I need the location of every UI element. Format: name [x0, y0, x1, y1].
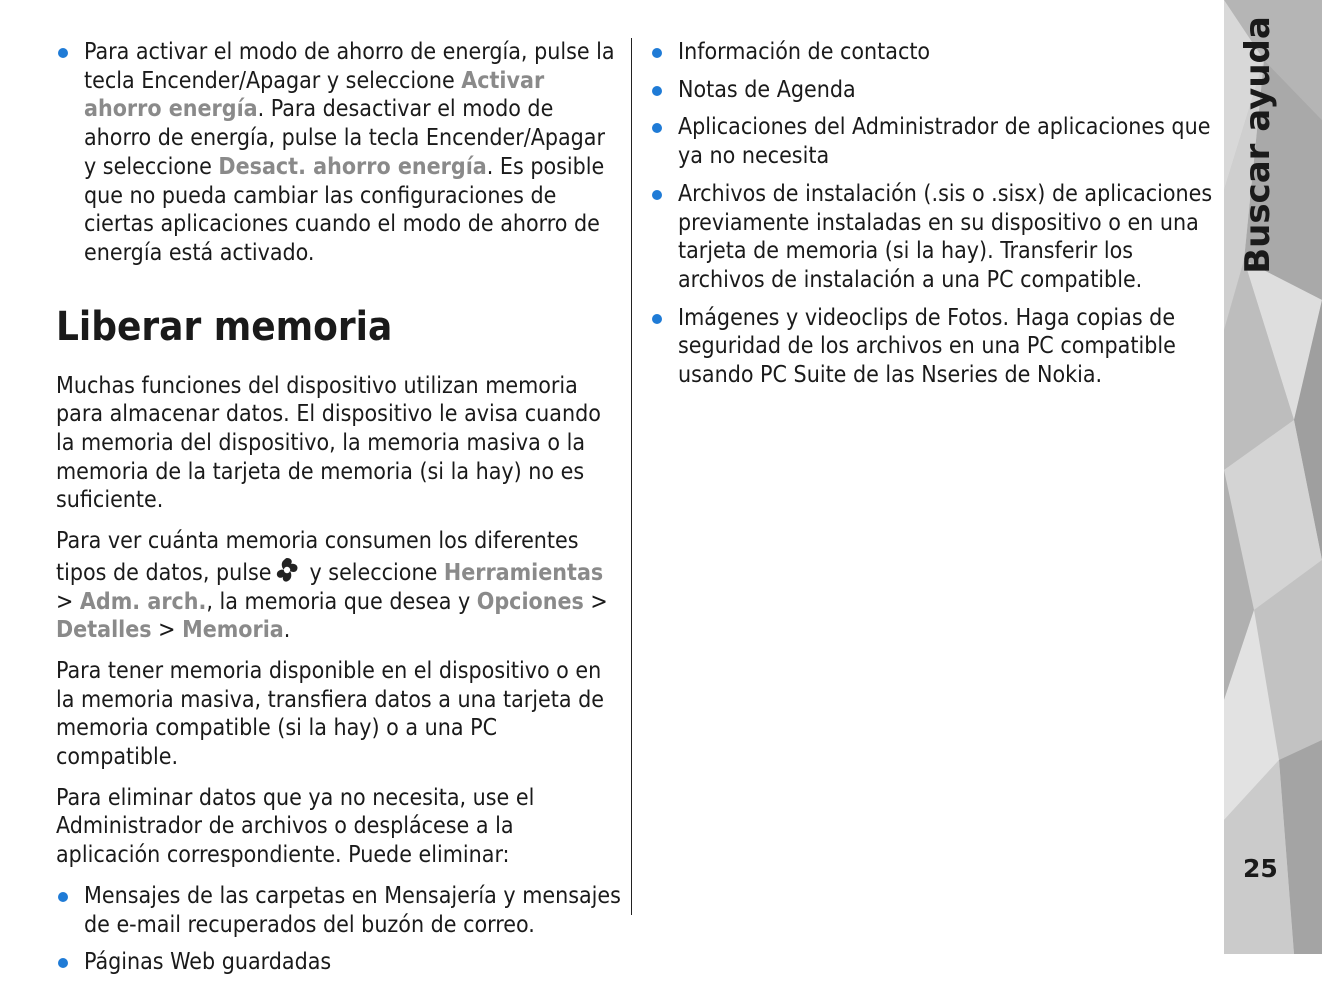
list-item: Información de contacto	[650, 38, 1216, 67]
list-item: Imágenes y videoclips de Fotos. Haga copias de seguridad de los archivos en una PC compatible usando PC Suite de las Nseries de Nokia.	[650, 304, 1216, 390]
page-number: 25	[1243, 854, 1278, 883]
list-item: Notas de Agenda	[650, 76, 1216, 105]
bullet-icon	[58, 48, 68, 58]
paragraph-instructions: Para ver cuánta memoria consumen los diferentes tipos de datos, pulse y seleccione Herramientas > Adm. arch., la memoria que desea y Opciones > Detalles > Memoria.	[56, 528, 608, 644]
menu-item-memoria: Memoria	[182, 617, 284, 644]
section-title: Liberar memoria	[56, 303, 393, 350]
menu-item-desact-ahorro: Desact. ahorro energía	[218, 153, 487, 180]
delete-list-left	[56, 882, 622, 977]
bullet-icon	[652, 123, 662, 133]
bullet-icon	[652, 86, 662, 96]
menu-item-herramientas: Herramientas	[443, 559, 604, 586]
left-column	[56, 38, 622, 986]
list-item: Mensajes de las carpetas en Mensajería y mensajes de e-mail recuperados del buzón de correo.	[56, 882, 622, 939]
paragraph: Para eliminar datos que ya no necesita, use el Administrador de archivos o desplácese a la aplicación correspondiente. Puede eliminar:	[56, 784, 535, 869]
delete-list-right	[650, 38, 1216, 390]
intro-list	[56, 38, 622, 268]
right-column	[650, 38, 1216, 399]
paragraph: Para tener memoria disponible en el dispositivo o en la memoria masiva, transfiera datos a una tarjeta de memoria compatible (si la hay) o a una PC compatible.	[56, 657, 605, 771]
list-item: Archivos de instalación (.sis o .sisx) de aplicaciones previamente instaladas en su dispositivo o en una tarjeta de memoria (si la hay). Transferir los archivos de instalación a una PC compatible.	[650, 180, 1216, 295]
bullet-icon	[58, 958, 68, 968]
paragraph: Muchas funciones del dispositivo utilizan memoria para almacenar datos. El dispositivo le avisa cuando la memoria del dispositivo, la memoria masiva o la memoria de la tarjeta de memoria (si la hay) no es suficiente.	[56, 372, 601, 514]
column-divider	[631, 38, 632, 915]
bullet-icon	[58, 892, 68, 902]
menu-item-adm-arch: Adm. arch.	[79, 588, 207, 615]
chapter-tab-title: Buscar ayuda	[1238, 16, 1279, 274]
menu-item-detalles: Detalles	[56, 617, 152, 644]
list-item: Para activar el modo de ahorro de energía, pulse la tecla Encender/Apagar y seleccione Activar ahorro energía. Para desactivar el modo de ahorro de energía, pulse la tecla Encender/Apagar y seleccione Desact. ahorro energía. Es posible que no pueda cambiar las configuraciones de ciertas aplicaciones cuando el modo de ahorro de energía está activado.	[56, 38, 622, 268]
menu-item-opciones: Opciones	[476, 588, 584, 615]
list-item: Aplicaciones del Administrador de aplicaciones que ya no necesita	[650, 113, 1216, 170]
menu-item-activar-ahorro: Activar ahorro energía	[84, 67, 545, 123]
list-item: Páginas Web guardadas	[56, 948, 622, 977]
bullet-icon	[652, 314, 662, 324]
bullet-icon	[652, 48, 662, 58]
bullet-icon	[652, 190, 662, 200]
menu-key-icon	[273, 556, 303, 586]
